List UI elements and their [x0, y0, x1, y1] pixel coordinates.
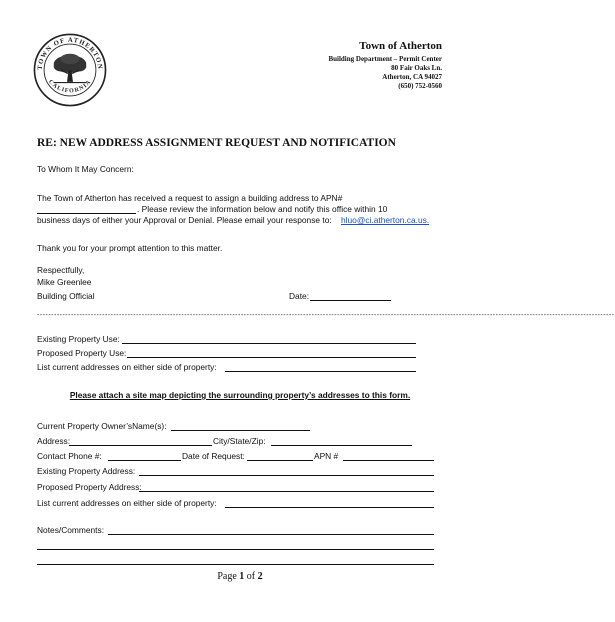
of-word: of: [246, 571, 256, 582]
page-word: Page: [217, 571, 237, 582]
office-phone: (650) 752-0560: [398, 82, 442, 90]
apn-label: APN #: [314, 451, 339, 461]
notes-field-line2[interactable]: [37, 549, 434, 550]
address-label: Address:: [37, 436, 71, 446]
salutation: To Whom It May Concern:: [37, 164, 134, 174]
oak-tree-icon: [54, 54, 87, 83]
page-number: 1: [239, 571, 245, 582]
department-name: Building Department – Permit Center: [328, 55, 442, 63]
existing-address-field[interactable]: [139, 475, 434, 476]
proposed-address-label: Proposed Property Address:: [37, 482, 142, 492]
notes-field-line1[interactable]: [108, 534, 434, 535]
apn-blank-line: [37, 213, 136, 214]
address-field[interactable]: [69, 445, 212, 446]
apn-field[interactable]: [343, 460, 434, 461]
phone-field[interactable]: [108, 460, 181, 461]
thanks-text: Thank you for your prompt attention to this matter.: [37, 243, 223, 253]
proposed-address-field[interactable]: [139, 491, 434, 492]
email-link[interactable]: hluo@ci.atherton.ca.us.: [341, 215, 430, 225]
owner-label: Current Property Owner’sName(s):: [37, 421, 167, 431]
site-map-notice: Please attach a site map depicting the surrounding property’s addresses to this form.: [69, 390, 411, 400]
letter-para1-line3: business days of either your Approval or Denial. Please email your response to:: [37, 215, 332, 225]
existing-address-label: Existing Property Address:: [37, 466, 136, 476]
adjacent-field[interactable]: [225, 371, 416, 372]
city-address: Atherton, CA 94027: [382, 73, 442, 81]
closing-text: Respectfully,: [37, 265, 85, 275]
page-footer: [0, 571, 480, 582]
signer-title: Building Official: [37, 291, 95, 301]
subject-heading: RE: NEW ADDRESS ASSIGNMENT REQUEST AND NOTIFICATION: [37, 137, 396, 149]
city-state-zip-field[interactable]: [271, 445, 412, 446]
date-request-field[interactable]: [247, 460, 313, 461]
seal-top-text: TOWN OF ATHERTON: [36, 36, 104, 71]
seal-bottom-text: CALIFORNIA: [47, 79, 93, 95]
date-request-label: Date of Request:: [182, 451, 245, 461]
date-field[interactable]: [310, 300, 391, 301]
letter-para1-line2: . Please review the information below and notify this office within 10: [137, 204, 388, 214]
adjacent2-label: List current addresses on either side of property:: [37, 498, 217, 508]
dashed-separator: ------------------------------------------------------------------------------------------------------------------------------------------------------------------------------------------------------------: [37, 312, 615, 319]
adjacent-label: List current addresses on either side of property:: [37, 362, 217, 372]
existing-use-label: Existing Property Use:: [37, 334, 120, 344]
proposed-use-label: Proposed Property Use:: [37, 348, 127, 358]
page-total: 2: [257, 571, 263, 582]
letter-para1-line1: The Town of Atherton has received a request to assign a building address to APN#: [37, 193, 343, 203]
proposed-use-field[interactable]: [127, 357, 416, 358]
town-title: Town of Atherton: [359, 40, 442, 52]
adjacent2-field[interactable]: [225, 507, 434, 508]
notes-field-line3[interactable]: [37, 564, 434, 565]
owner-field[interactable]: [171, 430, 310, 431]
phone-label: Contact Phone #:: [37, 451, 102, 461]
town-seal-logo: [33, 33, 107, 107]
notes-label: Notes/Comments:: [37, 525, 105, 535]
date-label: Date:: [289, 291, 310, 301]
existing-use-field[interactable]: [122, 343, 416, 344]
street-address: 80 Fair Oaks Ln.: [391, 64, 442, 72]
signer-name: Mike Greenlee: [37, 277, 92, 287]
city-state-zip-label: City/State/Zip:: [213, 436, 266, 446]
